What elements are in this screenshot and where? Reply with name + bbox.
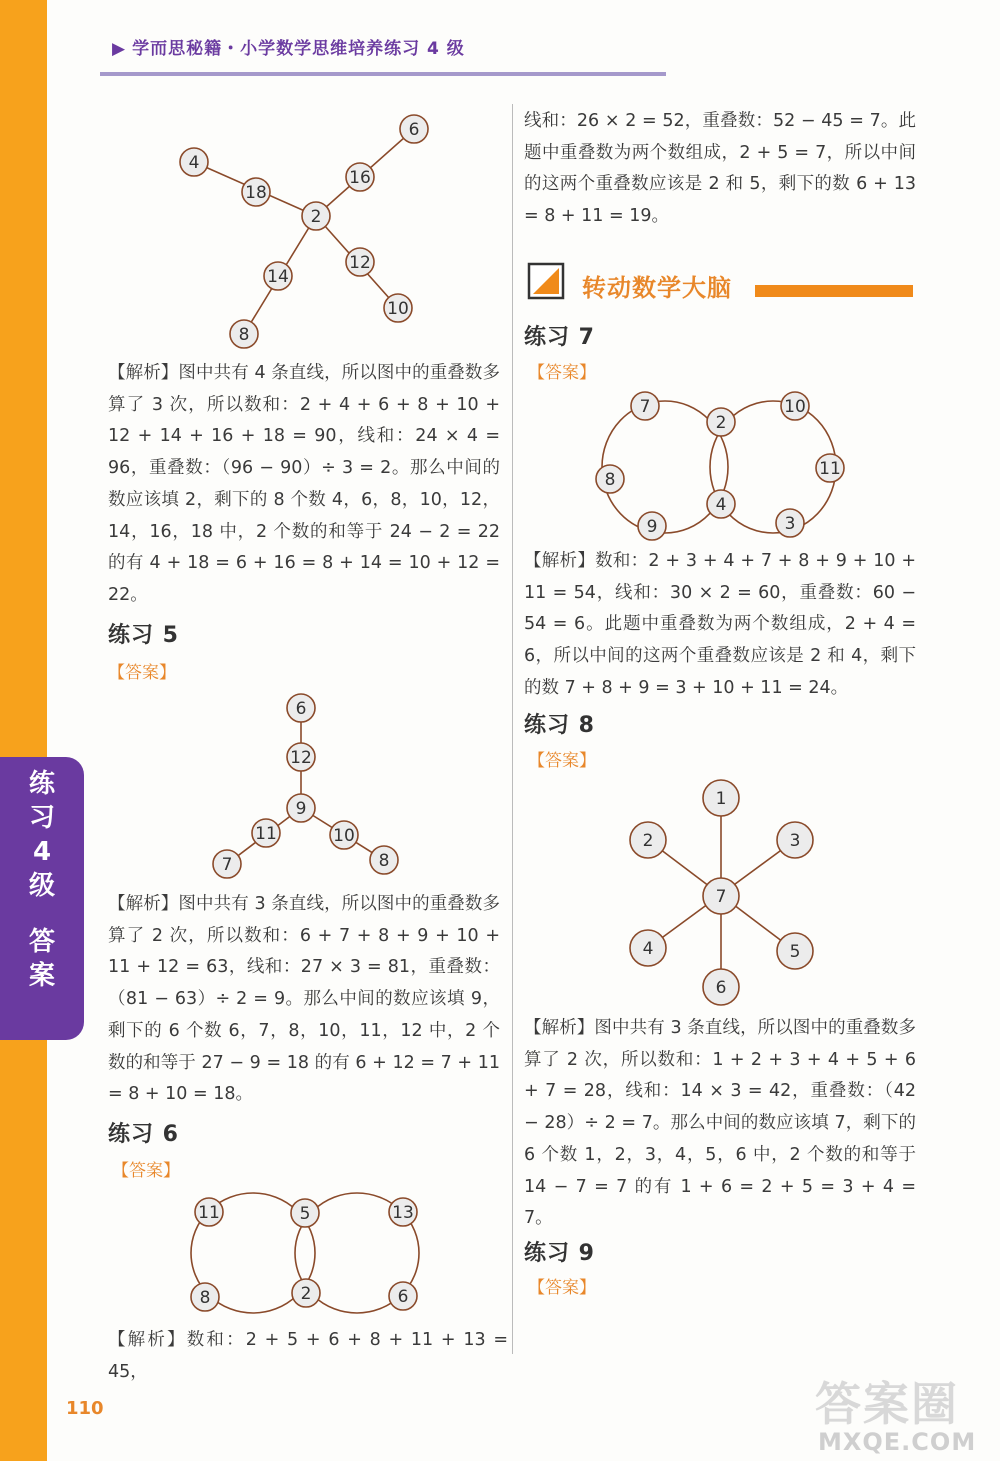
diagram-node-label: 11 [819, 459, 841, 479]
diagram-node-label: 1 [715, 789, 727, 809]
analysis-text: 【解析】图中共有 3 条直线，所以图中的重叠数多算了 2 次，所以数和：1 + 2 + 3 + 4 + 5 + 6 + 7 = 28，线和：14 × 3 = 42，重叠数：（42 − 28）÷ 2 = 7。那么中间的数应该填 7，剩下的 6 个数 1，2，3，4，5，6 中，2 个数的和等于 14 − 7 = 7 的有 1 + 6 = 2 + 5 = 3 + 4 = 7。 [524, 1018, 916, 1229]
analysis-text: 【解析】图中共有 3 条直线，所以图中的重叠数多算了 2 次，所以数和：6 + 7 + 8 + 9 + 10 + 11 + 12 = 63，线和：27 × 3 = 81，重叠数：（81 − 63）÷ 2 = 9。那么中间的数应该填 9，剩下的 6 个数 6，7，8，10，11，12 中，2 个数的和等于 27 − 9 = 18 的有 6 + 12 = 7 + 11 = 8 + 10 = 18。 [108, 894, 500, 1105]
side-tab-char: 练 [28, 769, 55, 799]
page-number: 110 [66, 1398, 104, 1419]
watermark-logo: 答案圈 [815, 1377, 959, 1431]
diagram-node-label: 7 [715, 887, 727, 907]
diagram-node-label: 16 [349, 168, 371, 188]
analysis-text: 线和：26 × 2 = 52，重叠数：52 − 45 = 7。此题中重叠数为两个数组成，2 + 5 = 7，所以中间的这两个重叠数应该是 2 和 5，剩下的数 6 + 13 = 8 + 11 = 19。 [524, 111, 916, 227]
analysis-ex4 [108, 358, 500, 612]
side-tab-char: 答 [28, 927, 55, 957]
analysis-ex6-cont [524, 106, 916, 233]
diagram-node-label: 8 [199, 1288, 211, 1308]
answer-label: 【答案】 [528, 363, 596, 383]
diagram-node-label: 9 [646, 517, 658, 537]
side-tab-char: 4 [32, 837, 52, 867]
diagram-node-label: 6 [715, 978, 727, 998]
diagram-node-label: 4 [715, 495, 727, 515]
diagram-node-label: 4 [642, 939, 654, 959]
analysis-text: 【解析】数和：2 + 3 + 4 + 7 + 8 + 9 + 10 + 11 = 54，线和：30 × 2 = 60，重叠数：60 − 54 = 6。此题中重叠数为两个数组成，2 + 4 = 6，所以中间的这两个重叠数应该是 2 和 4，剩下的数 7 + 8 + 9 = 3 + 10 + 11 = 24。 [524, 551, 916, 698]
watermark-url: MXQE.COM [818, 1428, 977, 1456]
diagram-node-label: 7 [639, 397, 651, 417]
diagram-ex4 [170, 110, 460, 355]
diagram-node-label: 6 [295, 699, 307, 719]
diagram-node-label: 5 [789, 942, 801, 962]
side-tab-char: 案 [28, 961, 55, 991]
side-chapter-tab [0, 757, 84, 1040]
diagram-node-label: 8 [238, 325, 250, 345]
diagram-ex6 [185, 1185, 430, 1325]
diagram-node-label: 18 [245, 183, 267, 203]
exercise-6-title: 练习 6 [108, 1122, 179, 1147]
diagram-node-label: 2 [300, 1284, 312, 1304]
side-accent-bar [0, 0, 47, 1461]
analysis-ex5 [108, 889, 500, 1111]
diagram-ex8 [620, 778, 830, 1008]
diagram-node-label: 11 [198, 1203, 220, 1223]
side-tab-char: 习 [28, 803, 55, 833]
header-rule [100, 72, 666, 76]
section-icon [527, 262, 565, 300]
diagram-node-label: 12 [290, 748, 312, 768]
diagram-node-label: 3 [789, 831, 801, 851]
diagram-node-label: 8 [378, 851, 390, 871]
diagram-ex5 [200, 688, 410, 888]
exercise-5-title: 练习 5 [108, 623, 179, 648]
exercise-9-title: 练习 9 [524, 1241, 595, 1266]
diagram-node-label: 3 [784, 514, 796, 534]
answer-label: 【答案】 [528, 1278, 596, 1298]
column-divider [512, 104, 513, 1354]
diagram-node-label: 11 [255, 824, 277, 844]
header-title: 学而思秘籍・小学数学思维培养练习 4 级 [132, 39, 465, 59]
diagram-node-label: 6 [408, 120, 420, 140]
diagram-node-label: 2 [642, 831, 654, 851]
page-header [112, 34, 465, 59]
diagram-node-label: 13 [392, 1203, 414, 1223]
diagram-node-label: 14 [267, 267, 289, 287]
answer-label: 【答案】 [528, 751, 596, 771]
section-title: 转动数学大脑 [582, 274, 732, 302]
diagram-node-label: 10 [387, 299, 409, 319]
triangle-icon: ▶ [112, 39, 127, 59]
diagram-node-label: 12 [349, 253, 371, 273]
diagram-node-label: 2 [310, 207, 322, 227]
exercise-7-title: 练习 7 [524, 325, 595, 350]
side-tab-char: 级 [28, 871, 55, 901]
diagram-node-label: 6 [397, 1287, 409, 1307]
diagram-node-label: 7 [221, 855, 233, 875]
analysis-ex6-start [108, 1325, 508, 1388]
diagram-node-label: 9 [295, 799, 307, 819]
analysis-ex8 [524, 1013, 916, 1235]
diagram-node-label: 10 [784, 397, 806, 417]
diagram-node-label: 10 [333, 826, 355, 846]
answer-label: 【答案】 [112, 1161, 180, 1181]
diagram-ex7 [590, 388, 850, 548]
diagram-node-label: 8 [604, 470, 616, 490]
analysis-ex7 [524, 546, 916, 705]
diagram-node-label: 4 [188, 153, 200, 173]
analysis-text: 【解析】图中共有 4 条直线，所以图中的重叠数多算了 3 次，所以数和：2 + 4 + 6 + 8 + 10 + 12 + 14 + 16 + 18 = 90，线和：24 × 4 = 96，重叠数：（96 − 90）÷ 3 = 2。那么中间的数应该填 2，剩下的 8 个数 4，6，8，10，12，14，16，18 中，2 个数的和等于 24 − 2 = 22 的有 4 + 18 = 6 + 16 = 8 + 14 = 10 + 12 = 22。 [108, 363, 500, 605]
exercise-8-title: 练习 8 [524, 713, 595, 738]
section-bar [755, 285, 913, 297]
diagram-node-label: 5 [299, 1204, 311, 1224]
analysis-text: 【解析】数和：2 + 5 + 6 + 8 + 11 + 13 = 45， [108, 1330, 508, 1382]
answer-label: 【答案】 [108, 663, 176, 683]
diagram-node-label: 2 [715, 413, 727, 433]
